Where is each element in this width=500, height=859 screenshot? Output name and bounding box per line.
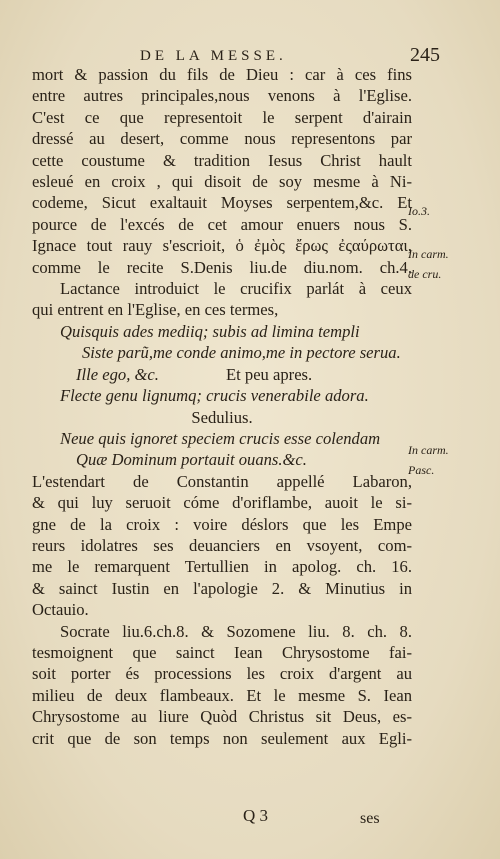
text-line: esleué en croix , qui disoit de soy mesme à Ni-	[32, 172, 412, 192]
catchword: ses	[360, 810, 380, 827]
verse-line: Neue quis ignoret speciem crucis esse colendam	[60, 428, 381, 448]
text-line: soit porter és processions les croix d'argent au	[32, 664, 412, 684]
verse-line: Ille ego, &c.	[76, 364, 159, 384]
text-line: & sainct Iustin en l'apologie 2. & Minutius in	[32, 578, 412, 598]
verse-line: Flecte genu lignumq; crucis venerabile adora.	[60, 386, 369, 406]
verse-line: Siste parũ,me conde animo,me in pectore serua.	[82, 343, 401, 363]
text-line: milieu de deux flambeaux. Et le mesme S. Iean	[32, 685, 412, 705]
text-line: mort & passion du fils de Dieu : car à ces fins	[32, 65, 412, 84]
text-line: Socrate liu.6.ch.8. & Sozomene liu. 8. ch. 8.	[60, 621, 412, 641]
margin-note: In carm.	[408, 443, 449, 457]
text-line: gne de la croix : voire déslors que les Empe	[32, 514, 412, 534]
verse-line: Quæ Dominum portauit ouans.&c.	[76, 450, 307, 470]
margin-note: Pasc.	[408, 463, 435, 477]
verse-row	[32, 364, 412, 385]
margin-note: Io.3.	[408, 204, 430, 218]
margin-notes	[408, 0, 498, 859]
text-line: pource de l'excés de cet amour enuers nous S.	[32, 214, 412, 234]
author-name: Sedulius.	[191, 407, 253, 427]
text-line: Ignace tout rauy s'escrioit, ὁ ἐμὸς ἔρως ἐςαύρωται,	[32, 236, 412, 256]
text-line: comme le recite S.Denis liu.de diu.nom. ch.4.	[32, 257, 412, 277]
page-number: 245	[410, 44, 440, 66]
body-text	[32, 64, 412, 749]
text-line: Octauio.	[32, 600, 89, 620]
verse-line: Quisquis ades mediiq; subis ad limina templi	[60, 321, 360, 341]
text-line: entre autres principales,nous venons à l'Eglise.	[32, 86, 412, 106]
text-line: qui entrent en l'Eglise, en ces termes,	[32, 300, 279, 320]
running-head: DE LA MESSE.	[140, 48, 287, 64]
text-line: reurs idolatres ses deuanciers en vsoyent, com-	[32, 535, 412, 555]
text-line: crit que de son temps non seulement aux Egli-	[32, 728, 412, 748]
text-line: Lactance introduict le crucifix parlát à ceux	[60, 279, 412, 299]
text-line: me le remarquent Tertullien in apolog. ch. 16.	[32, 557, 412, 577]
margin-note: In carm.	[408, 247, 449, 261]
text-line: Chrysostome au liure Quòd Christus sit Deus, es-	[32, 707, 412, 727]
text-line: cette coustume & tradition Iesus Christ hault	[32, 150, 412, 170]
text-line: Et peu apres.	[226, 364, 313, 384]
text-line: C'est ce que representoit le serpent d'airain	[32, 107, 412, 127]
margin-note: de cru.	[408, 267, 442, 281]
text-line: codeme, Sicut exaltauit Moyses serpentem,&c. Et	[32, 193, 412, 213]
text-line: tesmoignent que sainct Iean Chrysostome fai-	[32, 642, 412, 662]
text-line: L'estendart de Constantin appellé Labaron,	[32, 471, 412, 491]
text-line: dressé au desert, comme nous representons par	[32, 129, 412, 149]
signature-mark: Q 3	[243, 806, 269, 825]
text-line: & qui luy seruoit cóme d'oriflambe, auoit le si-	[32, 493, 412, 513]
